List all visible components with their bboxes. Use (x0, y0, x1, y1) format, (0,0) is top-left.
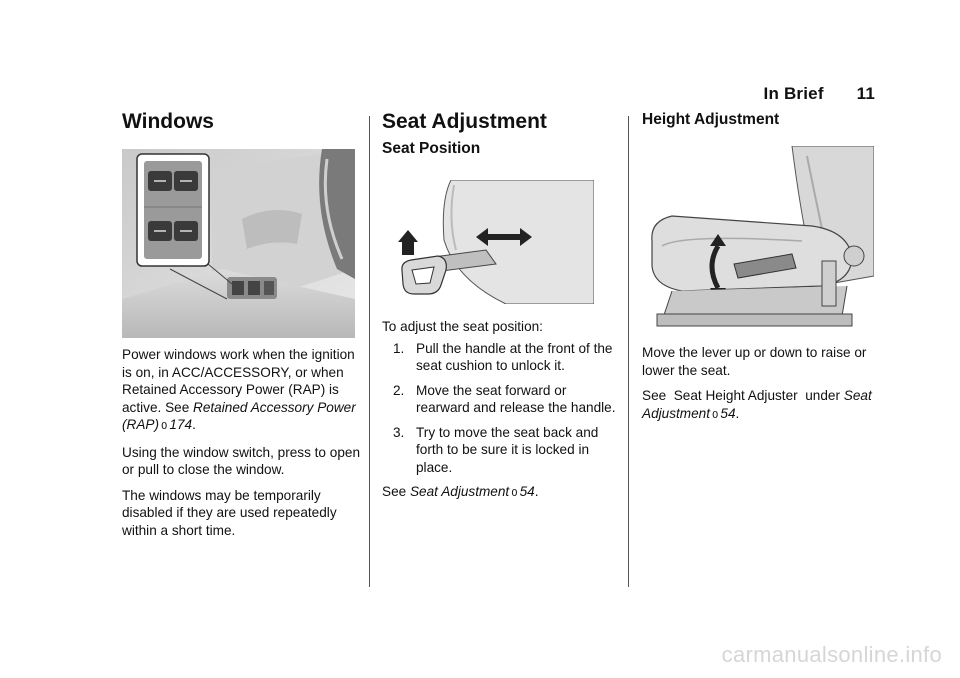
list-item (382, 382, 622, 417)
step-text: Move the seat forward or rearward and release the handle. (416, 382, 616, 415)
seat-handle-illustration (396, 180, 594, 304)
page-number: 11 (856, 84, 875, 103)
windows-paragraph: Using the window switch, press to open or pull to close the window. (122, 444, 361, 477)
windows-text (122, 346, 360, 547)
page-ref-arrow-icon: 0 (511, 488, 518, 499)
seat-adjustment-heading: Seat Adjustment (382, 110, 547, 133)
step-number: 3. (393, 424, 405, 440)
watermark: carmanualsonline.info (721, 642, 942, 667)
seat-adjustment-page-number[interactable]: 54 (519, 484, 535, 499)
list-item (382, 424, 622, 477)
column-divider (628, 116, 629, 587)
section-title: In Brief (763, 84, 824, 103)
seat-steps-list (382, 340, 622, 477)
seat-see-reference (382, 483, 622, 503)
step-number: 2. (393, 382, 405, 398)
column-divider (369, 116, 370, 587)
height-adjustment-heading: Height Adjustment (642, 111, 780, 128)
height-see-reference (642, 387, 878, 424)
rap-page-number[interactable]: 174 (169, 417, 193, 432)
list-item (382, 340, 622, 375)
page-ref-arrow-icon: 0 (161, 421, 168, 432)
step-number: 1. (393, 340, 405, 356)
page-ref-arrow-icon: 0 (712, 409, 719, 421)
period: . (192, 417, 196, 432)
step-text: Pull the handle at the front of the seat cushion to unlock it. (416, 340, 613, 373)
page-header (764, 84, 875, 104)
seat-height-lever-illustration (642, 146, 874, 330)
window-switch-illustration (122, 149, 355, 338)
seat-adjustment-page-number[interactable]: 54 (720, 405, 736, 421)
seat-text (382, 318, 622, 511)
height-text (642, 344, 878, 432)
see-label: See (382, 484, 410, 499)
seat-intro: To adjust the seat position: (382, 319, 543, 334)
windows-paragraph: The windows may be temporarily disabled if they are used repeatedly within a short time. (122, 487, 337, 538)
windows-paragraph (122, 346, 360, 436)
windows-heading: Windows (122, 110, 214, 133)
period: . (534, 484, 539, 499)
seat-position-heading: Seat Position (382, 140, 481, 157)
see-label: See Seat Height Adjuster under (642, 388, 844, 403)
period: . (735, 405, 740, 421)
windows-p1-text: Power windows work when the ignition is on, in ACC/ACCESSORY, or when Retained Accessory Power (RAP) is active. See (122, 347, 355, 415)
seat-adjustment-link[interactable]: Seat Adjustment (409, 484, 510, 499)
height-paragraph: Move the lever up or down to raise or lower the seat. (642, 345, 867, 378)
seat-adjustment-link[interactable]: Seat Adjustment (642, 388, 872, 421)
rap-reference-link[interactable]: Retained Accessory Power (RAP) (122, 399, 356, 432)
step-text: Try to move the seat back and forth to be sure it is locked in place. (416, 424, 599, 475)
